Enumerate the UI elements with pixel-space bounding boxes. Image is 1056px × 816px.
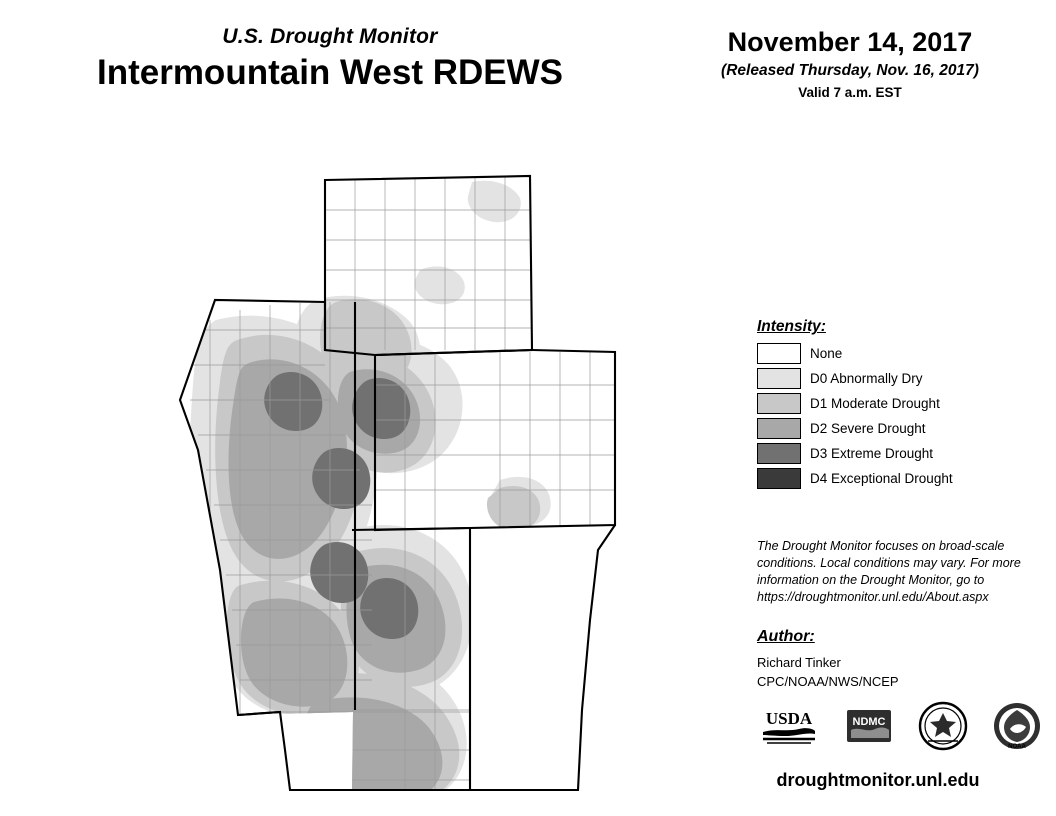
legend bbox=[757, 318, 1037, 493]
svg-text:NOAA: NOAA bbox=[1008, 743, 1026, 750]
valid-time: Valid 7 a.m. EST bbox=[798, 85, 902, 101]
usda-seal-logo[interactable] bbox=[918, 701, 968, 756]
footer-url[interactable]: droughtmonitor.unl.edu bbox=[776, 770, 980, 790]
legend-label-d1: D1 Moderate Drought bbox=[810, 396, 940, 411]
legend-title: Intensity: bbox=[757, 318, 826, 335]
legend-swatch-d1 bbox=[757, 393, 801, 414]
legend-label-d2: D2 Severe Drought bbox=[810, 421, 926, 436]
valid-date: November 14, 2017 bbox=[727, 27, 973, 57]
ndmc-logo[interactable] bbox=[845, 702, 893, 755]
legend-item-none[interactable] bbox=[757, 343, 1037, 364]
logo-strip bbox=[757, 702, 1042, 754]
legend-swatch-d2 bbox=[757, 418, 801, 439]
svg-text:USDA: USDA bbox=[765, 708, 813, 728]
usda-logo[interactable] bbox=[757, 702, 821, 755]
legend-item-d3[interactable] bbox=[757, 443, 1037, 464]
intermountain-west-drought-map[interactable] bbox=[120, 150, 720, 800]
svg-text:NDMC: NDMC bbox=[852, 715, 886, 728]
legend-swatch-d0 bbox=[757, 368, 801, 389]
page-title: Intermountain West RDEWS bbox=[96, 53, 564, 93]
legend-swatch-none bbox=[757, 343, 801, 364]
noaa-logo[interactable] bbox=[992, 701, 1042, 756]
legend-item-d4[interactable] bbox=[757, 468, 1037, 489]
header-right bbox=[660, 26, 1040, 100]
product-subtitle: U.S. Drought Monitor bbox=[222, 25, 438, 48]
legend-item-d1[interactable] bbox=[757, 393, 1037, 414]
legend-item-d0[interactable] bbox=[757, 368, 1037, 389]
legend-item-d2[interactable] bbox=[757, 418, 1037, 439]
legend-label-none: None bbox=[810, 346, 843, 361]
legend-swatch-d3 bbox=[757, 443, 801, 464]
header-left bbox=[0, 24, 660, 95]
legend-label-d4: D4 Exceptional Drought bbox=[810, 471, 953, 486]
map-svg bbox=[120, 150, 720, 800]
author-block bbox=[757, 628, 1037, 692]
legend-label-d3: D3 Extreme Drought bbox=[810, 446, 934, 461]
author-title: Author: bbox=[757, 628, 815, 645]
author-affiliation: CPC/NOAA/NWS/NCEP bbox=[757, 673, 899, 689]
release-date: (Released Thursday, Nov. 16, 2017) bbox=[721, 62, 979, 80]
author-name: Richard Tinker bbox=[757, 655, 841, 670]
legend-swatch-d4 bbox=[757, 468, 801, 489]
legend-label-d0: D0 Abnormally Dry bbox=[810, 371, 923, 386]
disclaimer-note: The Drought Monitor focuses on broad-scale conditions. Local conditions may vary. For more information on the Drought Monitor, go to https://droughtmonitor.unl.edu/About.aspx bbox=[757, 539, 1021, 604]
